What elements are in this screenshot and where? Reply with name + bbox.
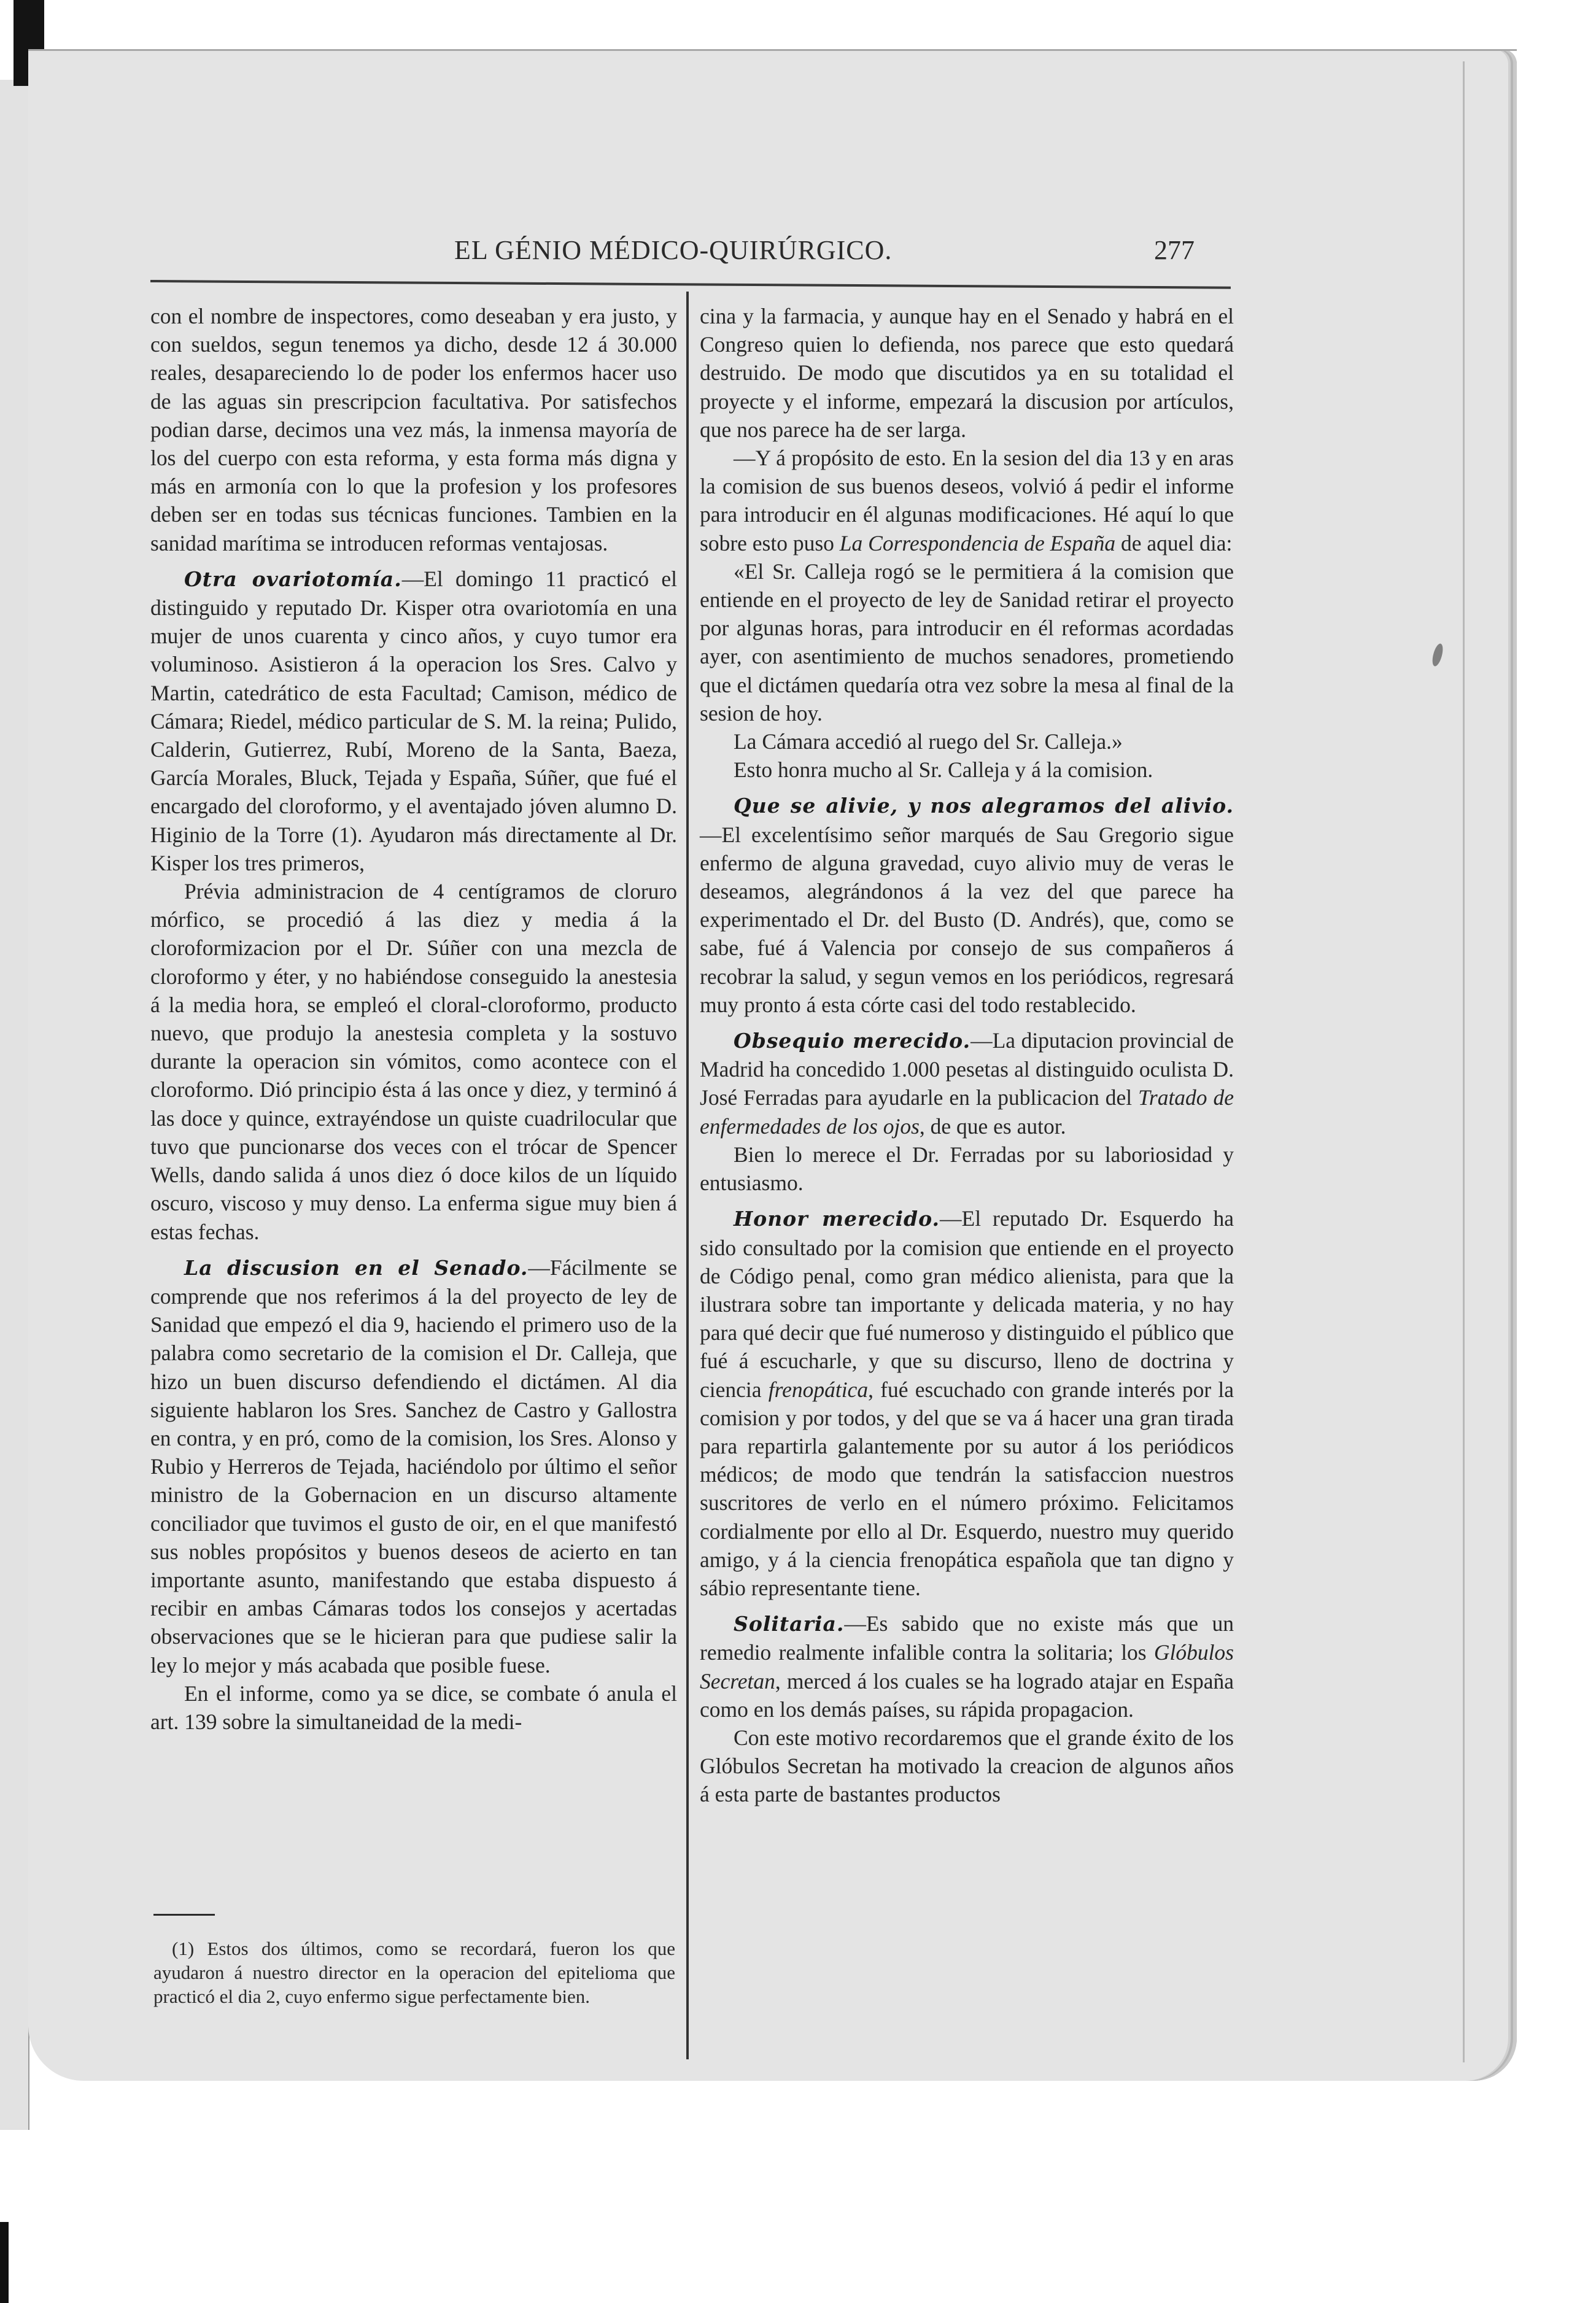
section-body: —Fácilmente se comprende que nos referimos á la del proyecto de ley de Sanidad que empezó el dia 9, haciendo el primero uso de la palabra como secretario de la comision el Dr. Calleja, que hizo un buen discurso defendiendo el dictámen. Al dia siguiente hablaron los Sres. Sanchez de Castro y Gallostra en contra, y en pró, como de la comision, los Sres. Alonso y Rubio y Herreros de Tejada, haciéndolo por último el señor ministro de la Gobernacion en un discurso altamente conciliador que tuvimos el gusto de oir, en el que manifestó sus nobles propósitos y buenos deseos de acierto en tan importante asunto, manifestando que estaba dispuesto á recibir en ambas Cámaras todos los consejos y acertadas observaciones que se le hicieran para que pudiese salir la ley lo mejor y más acabada que posible fuese.: [150, 1255, 677, 1678]
section-solitaria: [700, 1609, 1234, 1724]
section-otra-ovariotomia: [150, 565, 677, 877]
text-run: , merced á los cuales se ha logrado atajar en España como en los demás países, su rápida propagacion.: [700, 1668, 1234, 1722]
section-body: —El excelentísimo señor marqués de Sau Gregorio sigue enfermo de alguna gravedad, cuyo alivio muy de veras le deseamos, alegrándonos á la vez del que parece ha experimentado el Dr. del Busto (D. Andrés), que, como se sabe, fué á Valencia por consejo de sus compañeros á recobrar la salud, y segun vemos en los periódicos, regresará muy pronto á esta córte casi del todo restablecido.: [700, 822, 1234, 1017]
paragraph: Esto honra mucho al Sr. Calleja y á la comision.: [734, 757, 1153, 783]
section-heading: Solitaria.: [734, 1612, 845, 1636]
running-header-title: EL GÉNIO MÉDICO-QUIRÚRGICO.: [454, 235, 893, 265]
left-column: [150, 302, 677, 1736]
paragraph: Prévia administracion de 4 centígramos de cloruro mórfico, se procedió á las diez y media á la cloroformizacion por el Dr. Súñer con una mezcla de cloroformo y éter, y no habiéndose conseguido la anestesia á la media hora, se empleó el cloral-cloroformo, producto nuevo, que produjo la anestesia completa y la sostuvo durante la operacion sin vómitos, como acontece con el cloroformo. Dió principio ésta á las once y diez, y terminó á las doce y quince, extrayéndose un quiste cuadrilocular que tuvo que puncionarse dos veces con el trócar de Spencer Wells, dando salida á unos diez ó doce kilos de un líquido oscuro, viscoso y muy denso. La enferma sigue muy bien á estas fechas.: [150, 879, 677, 1244]
paragraph: En el informe, como ya se dice, se combate ó anula el art. 139 sobre la simultaneidad de la medi-: [150, 1681, 677, 1734]
section-obsequio-merecido: [700, 1026, 1234, 1140]
text-run: —Y á propósito de esto. En la sesion del dia 13 y en aras la comision de sus buenos deseos, volvió á pedir el informe para introducir en él algunas modificaciones. Hé aquí lo que sobre esto puso: [700, 446, 1234, 555]
section-heading: Obsequio merecido.: [734, 1029, 971, 1053]
paragraph: Bien lo merece el Dr. Ferradas por su laboriosidad y entusiasmo.: [700, 1142, 1234, 1196]
text-run: de aquel dia:: [1115, 530, 1233, 555]
page-fold-line: [1463, 61, 1465, 2062]
quote-paragraph: La Cámara accedió al ruego del Sr. Calleja.»: [734, 729, 1123, 754]
column-divider: [686, 292, 689, 2059]
italic-term: frenopática: [768, 1377, 869, 1402]
footnote-text: (1) Estos dos últimos, como se recordará, fueron los que ayudaron á nuestro director en la operacion del epitelioma que practicó el dia 2, cuyo enfermo sigue perfectamente bien.: [153, 1938, 675, 2007]
italic-title: Tratado de enfermedades de los ojos: [700, 1085, 1234, 1139]
page-number: 277: [1154, 235, 1195, 265]
paragraph: con el nombre de inspectores, como deseaban y era justo, y con sueldos, segun tenemos ya dicho, desde 12 á 30.000 reales, desapareciendo lo de poder los enfermos hacer uso de las aguas sin prescripcion facultativa. Por satisfechos podian darse, decimos una vez más, la inmensa mayoría de los del cuerpo con esta reforma, y esta forma más digna y más en armonía con lo que la profesion y los profesores deben ser en todas sus técnicas funciones. Tambien en la sanidad marítima se introducen reformas ventajosas.: [150, 304, 677, 555]
section-heading: Que se alivie, y nos alegramos del alivio.: [734, 794, 1234, 818]
text-run: —El reputado Dr. Esquerdo ha sido consultado por la comision que entiende en el proyecto de Código penal, como gran médico alienista, para que la ilustrara sobre tan importante y delicada materia, y no hay para qué decir que fué numeroso y distinguido el público que fué á escucharle, y que su discurso, lleno de doctrina y ciencia: [700, 1206, 1234, 1402]
right-column: [700, 302, 1234, 1809]
section-honor-merecido: [700, 1204, 1234, 1602]
quote-paragraph: «El Sr. Calleja rogó se le permitiera á la comision que entiende en el proyecto de ley de Sanidad retirar el proyecto por algunas horas, para introducir en él reformas acordadas ayer, con asentimiento de muchos senadores, prometiendo que el dictámen quedaría otra vez sobre la mesa al final de la sesion de hoy.: [700, 559, 1234, 726]
section-heading: Otra ovariotomía.: [184, 567, 402, 591]
footnote: [153, 1937, 675, 2008]
italic-term: Glóbulos Secretan: [700, 1640, 1234, 1693]
paragraph: Con este motivo recordaremos que el grande éxito de los Glóbulos Secretan ha motivado la creacion de algunos años á esta parte de bastantes productos: [700, 1725, 1234, 1807]
facing-page-edge: [0, 80, 29, 2130]
section-body: —El domingo 11 practicó el distinguido y reputado Dr. Kisper otra ovariotomía en una mujer de unos cuarenta y cinco años, y cuyo tumor era voluminoso. Asistieron á la operacion los Sres. Calvo y Martin, catedrático de esta Facultad; Camison, médico de Cámara; Riedel, médico particular de S. M. la reina; Pulido, Calderin, Gutierrez, Rubí, Moreno de la Santa, Baeza, García Morales, Bluck, Tejada y España, Súñer, que fué el encargado del cloroformo, y el aventajado jóven alumno D. Higinio de la Torre (1). Ayudaron más directamente al Dr. Kisper los tres primeros,: [150, 566, 677, 875]
section-que-se-alivie: [700, 791, 1234, 1019]
footnote-rule: [153, 1914, 215, 1916]
paragraph: [700, 444, 1234, 557]
section-heading: Honor merecido.: [734, 1207, 940, 1231]
text-run: —La diputacion provincial de Madrid ha concedido 1.000 pesetas al distinguido oculista D. José Ferradas para ayudarle en la publicacion del: [700, 1028, 1234, 1110]
italic-title: La Correspondencia de España: [839, 530, 1116, 555]
text-run: , de que es autor.: [919, 1113, 1066, 1139]
page-top-edge: [28, 49, 1517, 51]
paragraph: cina y la farmacia, y aunque hay en el Senado y habrá en el Congreso quien lo defienda, nos parece que esto quedará destruido. De modo que discutidos ya en su totalidad el proyecte y el informe, empezará la discusion por artículos, que nos parece ha de ser larga.: [700, 304, 1234, 442]
text-run: , fué escuchado con grande interés por la comision y por todos, y del que se va á hacer una gran tirada para repartirla galantemente por su autor á los periódicos médicos; de modo que tendrán la satisfaccion nuestros suscritores de verlo en el número próximo. Felicitamos cordialmente por ello al Dr. Esquerdo, nuestro muy querido amigo, y á la ciencia frenopática española que tan digno y sábio representante tiene.: [700, 1377, 1234, 1600]
section-discusion-senado: [150, 1253, 677, 1679]
section-heading: La discusion en el Senado.: [184, 1255, 529, 1280]
book-spine-bottom: [0, 2222, 9, 2303]
text-run: —Es sabido que no existe más que un remedio realmente infalible contra la solitaria; los: [700, 1611, 1234, 1665]
